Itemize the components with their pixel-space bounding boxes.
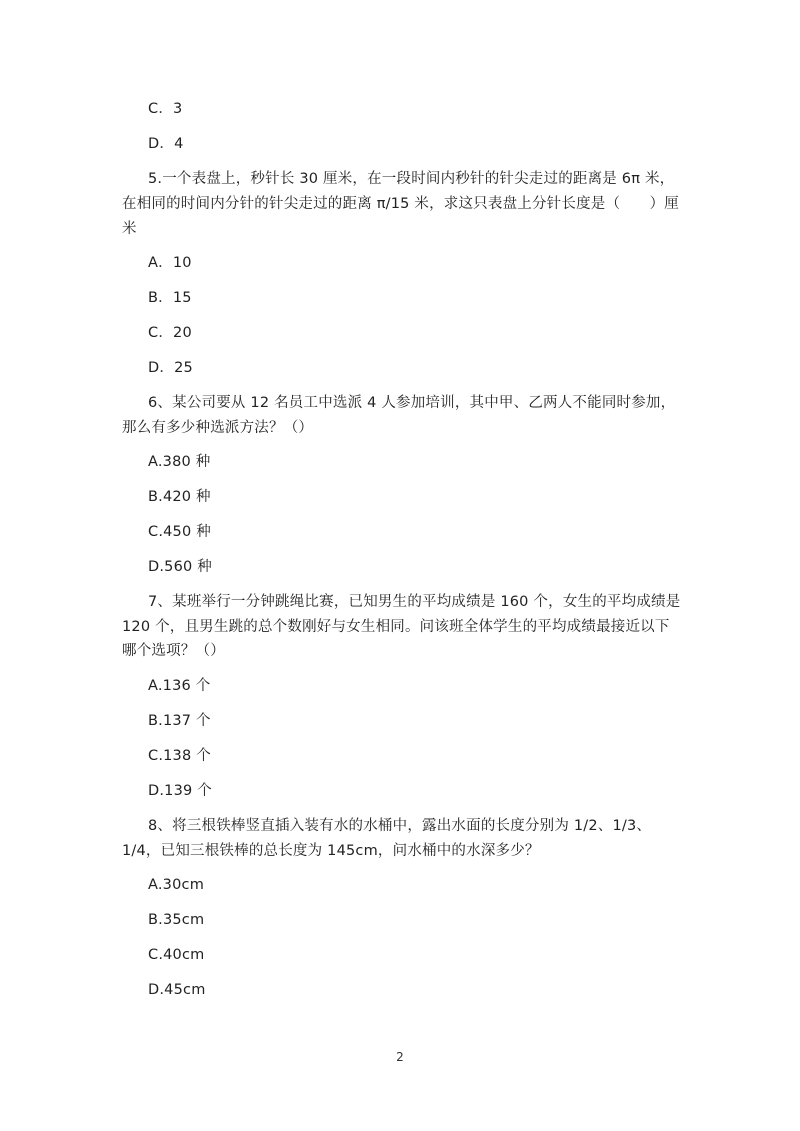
question-5-option-a: A．10 [148,255,192,271]
question-6-option-b: B.420 种 [148,489,211,505]
question-8-option-c: C.40cm [148,947,205,963]
question-7-option-d: D.139 个 [148,783,212,799]
question-6-option-a: A.380 种 [148,454,211,470]
question-8-option-a: A.30cm [148,877,205,893]
question-5-line-1: 5.一个表盘上，秒针长 30 厘米，在一段时间内秒针的针尖走过的距离是 6π 米， [148,171,675,187]
question-6-option-d: D.560 种 [148,559,212,575]
question-6-line-2: 那么有多少种选派方法？（） [122,420,314,436]
question-6-line-1: 6、某公司要从 12 名员工中选派 4 人参加培训，其中甲、乙两人不能同时参加， [148,395,676,411]
question-7-line-2: 120 个，且男生跳的总个数刚好与女生相同。问该班全体学生的平均成绩最接近以下 [122,619,670,635]
question-8-line-1: 8、将三根铁棒竖直插入装有水的水桶中，露出水面的长度分别为 1/2、1/3、 [148,818,652,834]
option-d: D．4 [148,136,184,152]
question-8-option-d: D.45cm [148,982,206,998]
question-7-option-b: B.137 个 [148,713,211,729]
question-8-line-2: 1/4，已知三根铁棒的总长度为 145cm，问水桶中的水深多少？ [122,843,540,859]
question-5-option-c: C．20 [148,325,192,341]
question-5-line-3: 米 [122,221,137,237]
question-7-option-a: A.136 个 [148,678,211,694]
question-7-line-1: 7、某班举行一分钟跳绳比赛，已知男生的平均成绩是 160 个，女生的平均成绩是 [148,594,681,610]
question-7-line-3: 哪个选项？（） [122,643,225,659]
question-5-option-d: D．25 [148,360,193,376]
page-number: 2 [396,1050,404,1064]
question-5-line-2: 在相同的时间内分针的针尖走过的距离 π/15 米，求这只表盘上分针长度是（ ）厘 [122,196,679,212]
question-8-option-b: B.35cm [148,912,205,928]
option-c: C．3 [148,101,183,117]
question-7-option-c: C.138 个 [148,748,211,764]
question-5-option-b: B．15 [148,290,192,306]
question-6-option-c: C.450 种 [148,524,211,540]
